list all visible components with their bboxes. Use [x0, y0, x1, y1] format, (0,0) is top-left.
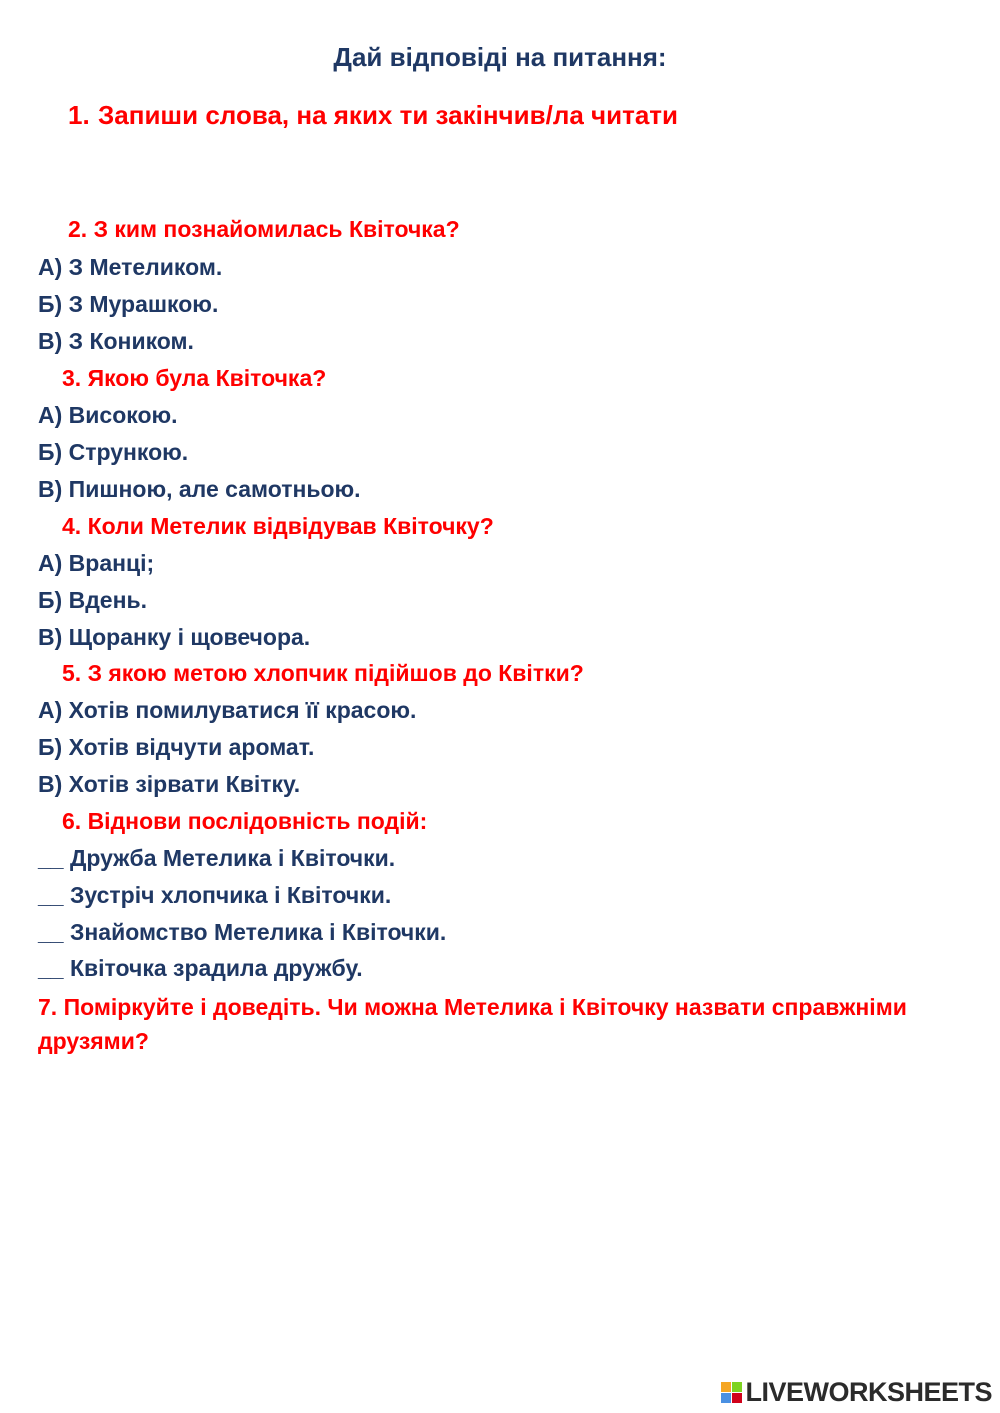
answer-option[interactable]: А) З Метеликом.: [38, 254, 223, 280]
question-3: 3. Якою була Квіточка?: [62, 365, 327, 391]
sequence-item[interactable]: __ Зустріч хлопчика і Квіточки.: [38, 882, 392, 908]
answer-option[interactable]: Б) Вдень.: [38, 587, 148, 613]
question-6: 6. Віднови послідовність подій:: [62, 808, 428, 834]
answer-option[interactable]: А) Хотів помилуватися її красою.: [38, 697, 417, 723]
question-5: 5. З якою метою хлопчик підійшов до Квітки?: [62, 660, 584, 686]
answer-option[interactable]: Б) Стрункою.: [38, 439, 189, 465]
answer-option[interactable]: В) Пишною, але самотньою.: [38, 476, 361, 502]
question-1: [68, 100, 678, 131]
page-title: Дай відповіді на питання:: [333, 42, 667, 72]
answer-option[interactable]: Б) З Мурашкою.: [38, 291, 219, 317]
question-7: 7. Поміркуйте і доведіть. Чи можна Метелика і Квіточку назвати справжніми друзями?: [38, 994, 907, 1054]
answer-option[interactable]: А) Високою.: [38, 402, 178, 428]
sequence-item[interactable]: __ Знайомство Метелика і Квіточки.: [38, 919, 447, 945]
answer-option[interactable]: А) Вранці;: [38, 550, 155, 576]
liveworksheets-logo: [721, 1377, 992, 1407]
sequence-item[interactable]: __ Квіточка зрадила дружбу.: [38, 955, 363, 981]
brand-name: LIVEWORKSHEETS: [745, 1376, 992, 1407]
answer-option[interactable]: Б) Хотів відчути аромат.: [38, 734, 315, 760]
question-4: 4. Коли Метелик відвідував Квіточку?: [62, 513, 494, 539]
question-1-number: 1.: [68, 100, 90, 130]
question-1-text: Запиши слова, на яких ти закінчив/ла читати: [98, 100, 679, 130]
answer-option[interactable]: В) Щоранку і щовечора.: [38, 624, 311, 650]
logo-grid-icon: [721, 1382, 742, 1403]
answer-option[interactable]: В) З Коником.: [38, 328, 194, 354]
sequence-item[interactable]: __ Дружба Метелика і Квіточки.: [38, 845, 396, 871]
question-2: 2. З ким познайомилась Квіточка?: [68, 216, 460, 242]
answer-option[interactable]: В) Хотів зірвати Квітку.: [38, 771, 301, 797]
